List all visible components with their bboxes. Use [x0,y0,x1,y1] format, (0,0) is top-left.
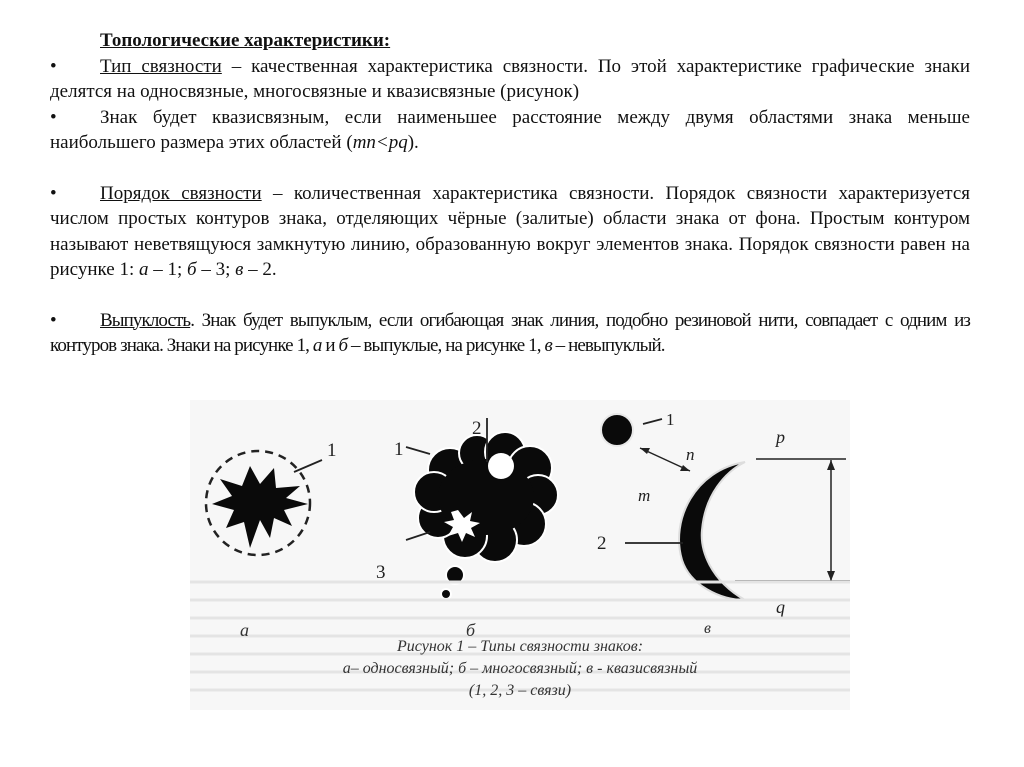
arrow-head [640,448,650,454]
star-shape [212,466,308,548]
crescent-shape [679,462,745,600]
arrow-head [680,465,690,471]
label-v-2: 2 [597,533,607,554]
hole-circle [488,453,514,479]
sub-label-a: а [240,620,249,640]
label-n: n [686,445,695,464]
dot-shape [601,414,633,446]
paragraph-connectivity-order: • Порядок связности – количественная характеристика связности. Порядок связности характеризуется числом простых контуров знака, отделяющих чёрные (залитые) области знака от фона. Простым контуром называют неветвящуюся замкнутую линию, образованную вокруг элементов знака. Порядок связности равен на рисунке 1: а – 1; б – 3; в – 2. [50,182,970,280]
label-v-1: 1 [666,410,675,429]
figure-caption-legend: а– односвязный; б – многосвязный; в - квазисвязный [342,660,698,677]
label-b-2: 2 [472,418,482,439]
bullet: • [50,55,57,77]
bullet: • [50,182,57,204]
figure-caption-note: (1, 2, 3 – связи) [468,682,572,699]
leader-line [643,419,662,424]
leader-line [294,460,322,472]
leader-line [406,447,430,454]
bullet: • [50,106,57,128]
label-a-1: 1 [327,440,337,461]
section-heading: Топологические характеристики: [100,30,391,51]
label-m: m [638,486,651,505]
leader-line [406,532,430,540]
label-p: p [776,427,785,447]
label-b-1: 1 [394,439,404,460]
arrow-head [827,571,835,581]
sign-b-multi-connected [376,418,558,599]
figure-caption-title: Рисунок 1 – Типы связности знаков: [396,638,644,655]
term-convexity: Выпуклость [100,309,191,331]
bullet: • [50,309,56,331]
label-b-3: 3 [376,562,386,583]
label-q: q [776,597,785,617]
arrow-head [827,460,835,470]
sub-label-v: в [704,620,711,637]
term-connectivity-type: Тип связности [100,55,222,77]
text-body [50,28,970,359]
term-connectivity-order: Порядок связности [100,182,262,204]
paragraph-convexity: • Выпуклость. Знак будет выпуклым, если огибающая знак линия, подобно резиновой нити, совпадает с одним из контуров знака. Знаки на рисунке 1, а и б – выпуклые, на рисунке 1, в – невыпуклый. [50,309,970,356]
sign-v-quasi-connected [597,410,850,617]
figure-connectivity-types [190,400,850,710]
sign-a-single-connected [206,440,337,555]
paragraph-quasi: • Знак будет квазисвязным, если наименьшее расстояние между двумя областями знака меньше наибольшего размера этих областей (mn<pq). [50,106,970,153]
formula: mn<pq [352,132,408,153]
sub-label-b: б [466,620,476,640]
paragraph-connectivity-type: • Тип связности – качественная характеристика связности. По этой характеристике графические знаки делятся на односвязные, многосвязные и квазисвязные (рисунок) [50,55,970,102]
